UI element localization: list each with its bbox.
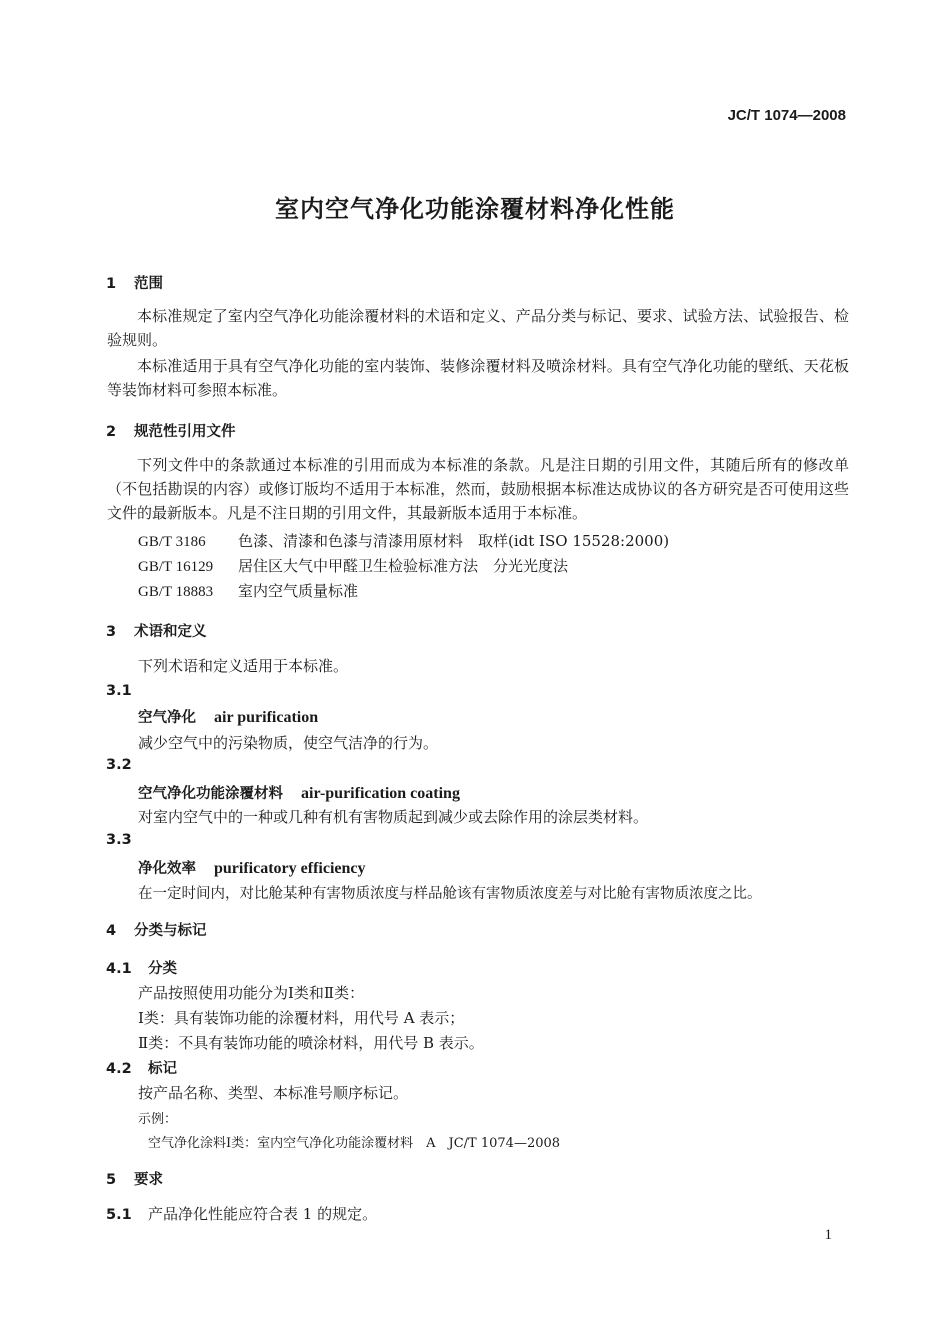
section-1-paragraph-2: 本标准适用于具有空气净化功能的室内装饰、装修涂覆材料及喷涂材料。具有空气净化功能的壁纸、天花板等装饰材料可参照本标准。 xyxy=(107,357,849,399)
term-definition: 减少空气中的污染物质，使空气洁净的行为。 xyxy=(138,734,439,752)
example-label: 示例： xyxy=(138,1112,178,1127)
section-4-heading xyxy=(106,919,207,940)
section-number: 2 xyxy=(106,424,117,440)
term-zh: 净化效率 xyxy=(138,861,196,877)
subsection-4-2-heading xyxy=(106,1057,177,1078)
term-zh: 空气净化 xyxy=(138,710,196,726)
example-text: 空气净化涂料Ⅰ类：室内空气净化功能涂覆材料 A JC/T 1074—2008 xyxy=(148,1136,561,1151)
reference-code: GB/T 3186 xyxy=(138,534,206,550)
section-number: 4 xyxy=(106,923,117,939)
reference-item xyxy=(138,580,358,601)
subsection-title: 分类 xyxy=(148,961,177,977)
reference-title: 居住区大气中甲醛卫生检验标准方法 分光光度法 xyxy=(238,557,569,575)
section-5-heading xyxy=(106,1168,163,1189)
term-number: 3.1 xyxy=(106,683,132,699)
subsection-5-1 xyxy=(106,1203,377,1224)
section-3-heading xyxy=(106,620,207,641)
term-number: 3.3 xyxy=(106,832,132,848)
term-en: purificatory efficiency xyxy=(214,860,366,877)
document-title: 室内空气净化功能涂覆材料净化性能 xyxy=(275,195,675,223)
classification-line: Ⅰ类：具有装饰功能的涂覆材料，用代号 A 表示； xyxy=(138,1009,465,1027)
section-number: 1 xyxy=(106,276,117,292)
section-title: 分类与标记 xyxy=(134,923,207,939)
subsection-4-1-heading xyxy=(106,957,177,978)
section-2-paragraph: 下列文件中的条款通过本标准的引用而成为本标准的条款。凡是注日期的引用文件，其随后所有的修改单（不包括勘误的内容）或修订版均不适用于本标准，然而，鼓励根据本标准达成协议的各方研究是否可使用这些文件的最新版本。凡是不注日期的引用文件，其最新版本适用于本标准。 xyxy=(107,456,849,522)
term-number: 3.2 xyxy=(106,757,132,773)
term-entry xyxy=(138,782,460,803)
section-title: 要求 xyxy=(134,1172,163,1188)
section-number: 5 xyxy=(106,1172,117,1188)
reference-item xyxy=(138,555,568,576)
classification-line: 产品按照使用功能分为Ⅰ类和Ⅱ类： xyxy=(138,984,365,1002)
reference-title: 色漆、清漆和色漆与清漆用原材料 取样(idt ISO 15528:2000) xyxy=(238,532,670,550)
subsection-title: 标记 xyxy=(148,1061,177,1077)
term-definition: 在一定时间内，对比舱某种有害物质浓度与样品舱该有害物质浓度差与对比舱有害物质浓度之比。 xyxy=(138,886,762,902)
term-en: air-purification coating xyxy=(301,785,460,802)
subsection-number: 4.2 xyxy=(106,1061,132,1077)
term-definition: 对室内空气中的一种或几种有机有害物质起到减少或去除作用的涂层类材料。 xyxy=(138,808,649,826)
standard-code: JC/T 1074—2008 xyxy=(727,107,846,124)
section-title: 范围 xyxy=(134,276,163,292)
term-entry xyxy=(138,706,318,727)
subsection-number: 4.1 xyxy=(106,961,132,977)
reference-code: GB/T 18883 xyxy=(138,584,214,600)
page-number: 1 xyxy=(824,1227,832,1243)
reference-title: 室内空气质量标准 xyxy=(238,582,359,600)
term-zh: 空气净化功能涂覆材料 xyxy=(138,786,283,802)
reference-code: GB/T 16129 xyxy=(138,559,214,575)
reference-item xyxy=(138,530,669,551)
term-en: air purification xyxy=(214,709,319,726)
marking-line: 按产品名称、类型、本标准号顺序标记。 xyxy=(138,1084,409,1102)
subsection-text: 产品净化性能应符合表 1 的规定。 xyxy=(148,1205,378,1223)
section-3-intro: 下列术语和定义适用于本标准。 xyxy=(138,657,349,675)
subsection-number: 5.1 xyxy=(106,1207,132,1223)
section-1-heading xyxy=(106,272,163,293)
term-entry xyxy=(138,857,366,878)
section-title: 术语和定义 xyxy=(134,624,207,640)
section-number: 3 xyxy=(106,624,117,640)
section-1-paragraph-1: 本标准规定了室内空气净化功能涂覆材料的术语和定义、产品分类与标记、要求、试验方法、试验报告、检验规则。 xyxy=(107,307,849,349)
section-2-heading xyxy=(106,420,236,441)
classification-line: Ⅱ类：不具有装饰功能的喷涂材料，用代号 B 表示。 xyxy=(138,1034,484,1052)
section-title: 规范性引用文件 xyxy=(134,424,236,440)
